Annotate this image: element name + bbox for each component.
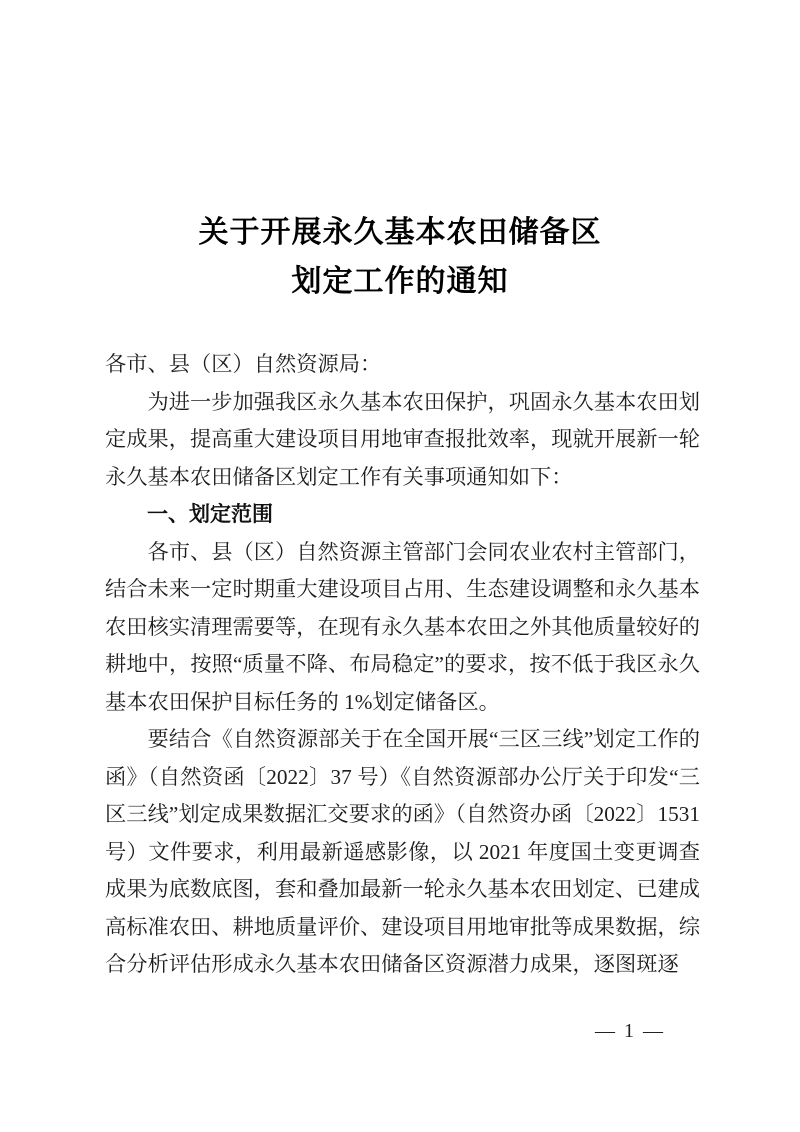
scope-paragraph-1: 各市、县（区）自然资源主管部门会同农业农村主管部门，结合未来一定时期重大建设项目占用、生态建设调整和永久基本农田核实清理需要等，在现有永久基本农田之外其他质量较好的耕地中，按照“质量不降、布局稳定”的要求，按不低于我区永久基本农田保护目标任务的 1%划定储备区。 (105, 539, 701, 714)
document-body (105, 346, 700, 984)
document-title (0, 208, 800, 306)
salutation: 各市、县（区）自然资源局： (105, 352, 382, 376)
document-title-line1: 关于开展永久基本农田储备区 (198, 216, 602, 249)
scope-paragraph-2: 要结合《自然资源部关于在全国开展“三区三线”划定工作的函》（自然资函〔2022〕37 号）《自然资源部办公厅关于印发“三区三线”划定成果数据汇交要求的函》（自然资办函〔2022〕1531 号）文件要求，利用最新遥感影像，以 2021 年度国土变更调查成果为底数底图，套和叠加最新一轮永久基本农田划定、已建成高标准农田、耕地质量评价、建设项目用地审批等成果数据，综合分析评估形成永久基本农田储备区资源潜力成果，逐图斑逐 (105, 727, 701, 976)
section-heading-scope: 一、划定范围 (147, 503, 273, 526)
page-number: — 1 — (595, 1020, 665, 1042)
intro-paragraph: 为进一步加强我区永久基本农田保护，巩固永久基本农田划定成果，提高重大建设项目用地审查报批效率，现就开展新一轮永久基本农田储备区划定工作有关事项通知如下： (105, 389, 701, 489)
document-title-line2: 划定工作的通知 (291, 265, 509, 298)
